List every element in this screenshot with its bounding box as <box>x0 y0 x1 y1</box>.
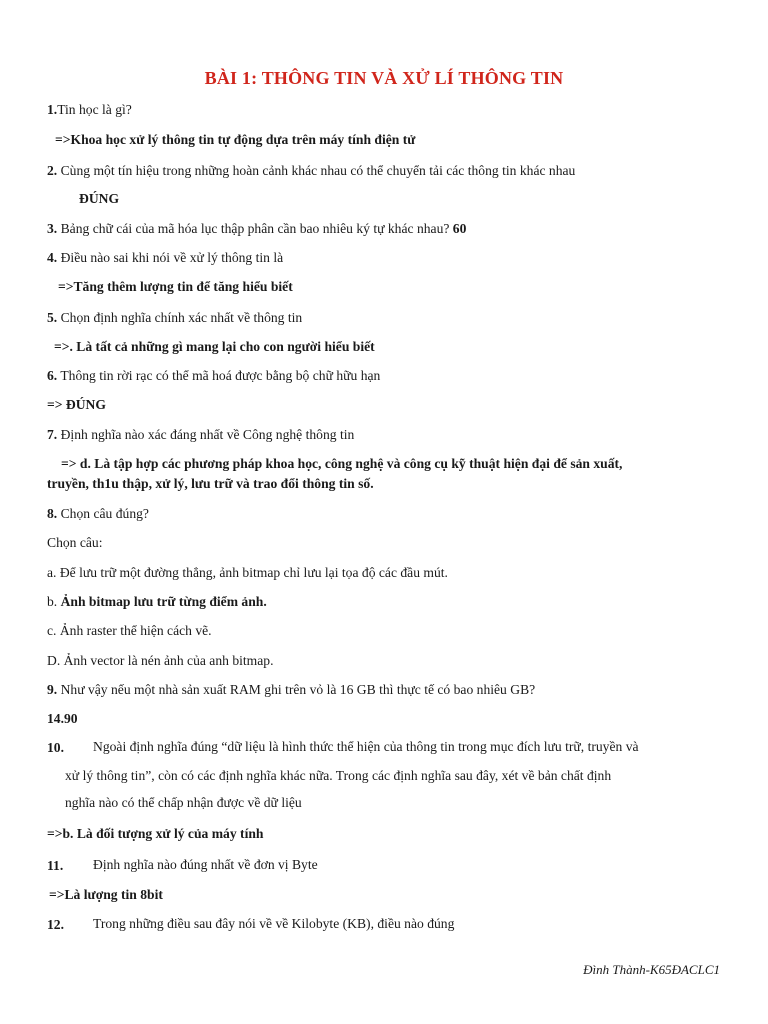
option-b <box>47 593 267 611</box>
choose-label: Chọn câu: <box>47 535 103 550</box>
question-11-text: Định nghĩa nào đúng nhất về đơn vị Byte <box>93 857 318 872</box>
question-7 <box>47 426 354 444</box>
answer-7-line2: truyền, th1u thập, xử lý, lưu trữ và trao đổi thông tin số. <box>47 476 374 491</box>
question-number: 2. <box>47 163 58 178</box>
question-3 <box>47 220 466 238</box>
question-text: Bảng chữ cái của mã hóa lục thập phân cần bao nhiêu ký tự khác nhau? <box>57 221 453 236</box>
answer-4: =>Tăng thêm lượng tin để tăng hiểu biết <box>58 279 293 294</box>
question-text: Tin học là gì? <box>57 102 132 117</box>
answer-6: => ĐÚNG <box>47 397 106 412</box>
question-6 <box>47 367 380 385</box>
question-5 <box>47 309 302 327</box>
question-number: 8. <box>47 506 58 521</box>
answer-3: 60 <box>452 221 467 236</box>
question-number: 1. <box>47 102 58 117</box>
question-1 <box>47 101 132 119</box>
question-10-line2: xử lý thông tin”, còn có các định nghĩa khác nữa. Trong các định nghĩa sau đây, xét về bản chất định <box>65 768 612 783</box>
question-number: 4. <box>47 250 58 265</box>
option-b-text: Ảnh bitmap lưu trữ từng điểm ảnh. <box>60 594 267 609</box>
question-number: 9. <box>47 682 58 697</box>
question-number: 5. <box>47 310 58 325</box>
question-text: Thông tin rời rạc có thể mã hoá được bằng bộ chữ hữu hạn <box>57 368 381 383</box>
option-d: D. Ảnh vector là nén ảnh của anh bitmap. <box>47 653 274 668</box>
question-text: Chọn câu đúng? <box>57 506 149 521</box>
answer-1: =>Khoa học xử lý thông tin tự động dựa trên máy tính điện tử <box>55 132 416 147</box>
question-text: Điều nào sai khi nói về xử lý thông tin là <box>57 250 284 265</box>
question-4 <box>47 249 283 267</box>
question-9 <box>47 681 535 699</box>
option-b-prefix: b. <box>47 594 61 609</box>
question-10-line3: nghĩa nào có thể chấp nhận được về dữ liệu <box>65 795 302 810</box>
question-11-number: 11. <box>47 858 64 873</box>
answer-11: =>Là lượng tin 8bit <box>49 887 163 902</box>
answer-2: ĐÚNG <box>79 191 120 206</box>
question-number: 7. <box>47 427 58 442</box>
answer-10: =>b. Là đối tượng xử lý của máy tính <box>47 826 264 841</box>
question-10-number: 10. <box>47 740 64 755</box>
question-2 <box>47 162 575 180</box>
question-text: Cùng một tín hiệu trong những hoàn cảnh khác nhau có thể chuyển tải các thông tin khác nhau <box>57 163 576 178</box>
question-text: Chọn định nghĩa chính xác nhất về thông tin <box>57 310 303 325</box>
page-title: BÀI 1: THÔNG TIN VÀ XỬ LÍ THÔNG TIN <box>204 68 564 88</box>
question-10-line1: Ngoài định nghĩa đúng “dữ liệu là hình thức thể hiện của thông tin trong mục đích lưu trữ, truyền và <box>93 739 639 754</box>
author-footer: Đình Thành-K65ĐACLC1 <box>583 962 720 977</box>
question-8 <box>47 505 149 523</box>
option-a: a. Để lưu trữ một đường thẳng, ảnh bitmap chỉ lưu lại tọa độ các đầu mút. <box>47 565 448 580</box>
question-12-number: 12. <box>47 917 64 932</box>
answer-7-line1: => d. Là tập hợp các phương pháp khoa học, công nghệ và công cụ kỹ thuật hiện đại để sản xuất, <box>61 456 623 471</box>
question-number: 3. <box>47 221 58 236</box>
question-text: Định nghĩa nào xác đáng nhất về Công nghệ thông tin <box>57 427 355 442</box>
option-c: c. Ảnh raster thể hiện cách vẽ. <box>47 623 212 638</box>
answer-5: =>. Là tất cả những gì mang lại cho con người hiểu biết <box>54 339 375 354</box>
question-number: 6. <box>47 368 58 383</box>
answer-9: 14.90 <box>47 711 78 726</box>
question-text: Như vậy nếu một nhà sản xuất RAM ghi trên vỏ là 16 GB thì thực tế có bao nhiêu GB? <box>57 682 536 697</box>
question-12-text: Trong những điều sau đây nói về về Kilobyte (KB), điều nào đúng <box>93 916 455 931</box>
